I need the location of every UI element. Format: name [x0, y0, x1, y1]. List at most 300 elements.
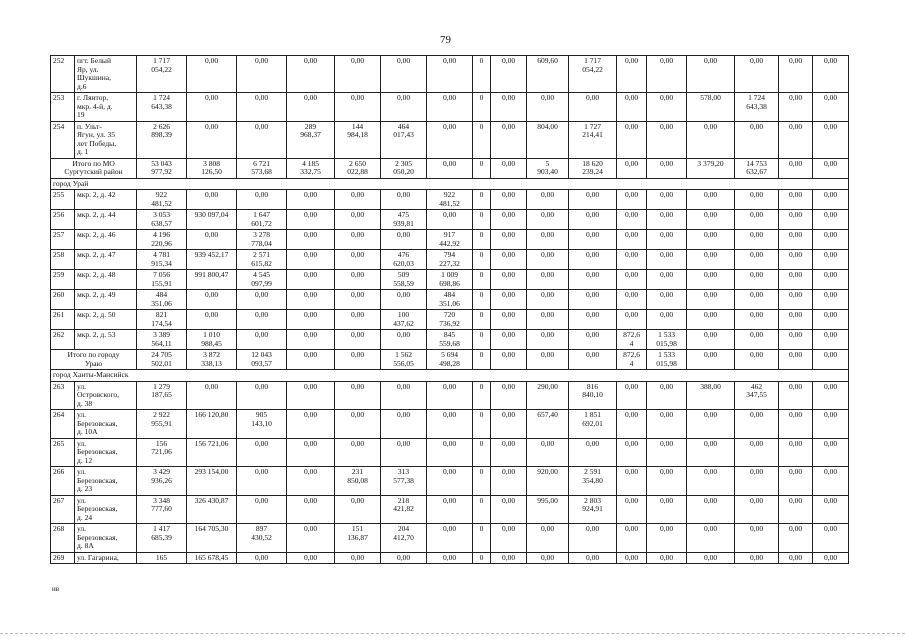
table-cell: 0,00: [491, 410, 527, 439]
table-cell: 0,00: [617, 410, 647, 439]
table-row: [51, 524, 849, 553]
table-cell: 0,00: [427, 524, 473, 553]
table-row: [51, 190, 849, 210]
row-number: 266: [51, 467, 75, 496]
row-number: 256: [51, 210, 75, 230]
table-cell: 1 279 187,65: [137, 381, 187, 410]
table-cell: 0,00: [569, 230, 617, 250]
table-cell: 657,40: [527, 410, 569, 439]
table-cell: 0,00: [569, 438, 617, 467]
table-cell: 0,00: [237, 330, 287, 350]
table-cell: 0,00: [381, 230, 427, 250]
table-cell: 0,00: [287, 93, 335, 122]
table-cell: 1 417 685,39: [137, 524, 187, 553]
table-cell: 1 727 214,41: [569, 121, 617, 158]
table-cell: 0,00: [527, 190, 569, 210]
table-cell: 0,00: [647, 210, 687, 230]
table-cell: 0,00: [617, 270, 647, 290]
table-cell: 0,00: [381, 410, 427, 439]
table-cell: 0: [473, 290, 491, 310]
table-cell: 0,00: [237, 56, 287, 93]
table-cell: 794 227,32: [427, 250, 473, 270]
table-cell: 0,00: [617, 121, 647, 158]
table-cell: 922 481,52: [427, 190, 473, 210]
row-address: мкр. 2, д. 49: [75, 290, 137, 310]
table-cell: 53 043 977,92: [137, 158, 187, 178]
table-cell: 0,00: [687, 190, 735, 210]
table-cell: 0,00: [569, 190, 617, 210]
table-cell: 0,00: [779, 190, 813, 210]
table-cell: 0,00: [381, 190, 427, 210]
table-cell: 0,00: [527, 230, 569, 250]
table-cell: 476 620,03: [381, 250, 427, 270]
table-cell: 0,00: [287, 290, 335, 310]
table-cell: 0,00: [687, 290, 735, 310]
table-cell: 0,00: [687, 250, 735, 270]
table-cell: 0,00: [813, 350, 849, 370]
table-cell: 0,00: [779, 290, 813, 310]
table-cell: 1 533 015,98: [647, 350, 687, 370]
table-cell: 0,00: [779, 158, 813, 178]
table-cell: 0,00: [335, 210, 381, 230]
table-row: [51, 250, 849, 270]
row-address: ул. Островского, д. 38: [75, 381, 137, 410]
table-cell: 0,00: [813, 438, 849, 467]
table-cell: 156 721,06: [137, 438, 187, 467]
table-cell: 0: [473, 350, 491, 370]
table-cell: 0,00: [813, 230, 849, 250]
scan-edge-divider: [0, 633, 905, 634]
table-cell: 0,00: [427, 381, 473, 410]
table-cell: 14 753 632,67: [735, 158, 779, 178]
table-cell: 1 724 643,38: [735, 93, 779, 122]
table-cell: 1 717 054,22: [137, 56, 187, 93]
table-cell: 2 650 022,88: [335, 158, 381, 178]
table-cell: 462 347,55: [735, 381, 779, 410]
table-cell: 484 351,06: [137, 290, 187, 310]
table-cell: 0,00: [335, 190, 381, 210]
table-cell: 0,00: [381, 438, 427, 467]
table-cell: 2 922 955,91: [137, 410, 187, 439]
table-cell: 0,00: [427, 438, 473, 467]
table-cell: 0,00: [427, 56, 473, 93]
table-cell: 0,00: [427, 552, 473, 564]
table-cell: 0,00: [813, 410, 849, 439]
table-cell: 0,00: [647, 93, 687, 122]
row-number: 269: [51, 552, 75, 564]
table-cell: 0: [473, 467, 491, 496]
table-row: [51, 495, 849, 524]
table-cell: 0,00: [287, 495, 335, 524]
table-cell: 0: [473, 230, 491, 250]
table-cell: 0,00: [381, 290, 427, 310]
table-cell: 0,00: [427, 121, 473, 158]
table-cell: 0,00: [491, 190, 527, 210]
table-cell: 3 348 777,60: [137, 495, 187, 524]
table-cell: 1 647 601,72: [237, 210, 287, 230]
table-cell: 313 577,38: [381, 467, 427, 496]
table-cell: 0,00: [617, 230, 647, 250]
table-cell: 0,00: [569, 350, 617, 370]
table-cell: 0,00: [237, 381, 287, 410]
table-body: [51, 56, 849, 564]
table-row: [51, 270, 849, 290]
table-cell: 0,00: [779, 250, 813, 270]
table-cell: 0,00: [187, 381, 237, 410]
subtotal-row: [51, 158, 849, 178]
table-cell: 3 872 338,13: [187, 350, 237, 370]
table-cell: 0,00: [237, 495, 287, 524]
table-cell: 0,00: [617, 552, 647, 564]
table-cell: 0,00: [687, 467, 735, 496]
table-cell: 388,00: [687, 381, 735, 410]
table-cell: 0,00: [491, 495, 527, 524]
table-cell: 0,00: [287, 410, 335, 439]
table-cell: 0,00: [617, 438, 647, 467]
table-cell: 0,00: [237, 438, 287, 467]
row-address: мкр. 2, д. 42: [75, 190, 137, 210]
table-cell: 0,00: [779, 121, 813, 158]
table-cell: 12 043 093,57: [237, 350, 287, 370]
table-cell: 0,00: [491, 290, 527, 310]
row-number: 255: [51, 190, 75, 210]
table-cell: 0,00: [527, 250, 569, 270]
table-cell: 0,00: [187, 290, 237, 310]
row-address: ул. Березовская, д. 24: [75, 495, 137, 524]
table-cell: 0,00: [813, 310, 849, 330]
table-cell: 0,00: [187, 230, 237, 250]
table-cell: 0: [473, 121, 491, 158]
table-cell: 0,00: [813, 330, 849, 350]
table-cell: 0: [473, 495, 491, 524]
table-cell: 0,00: [647, 381, 687, 410]
table-cell: 0,00: [287, 350, 335, 370]
table-cell: 0,00: [735, 410, 779, 439]
table-cell: 164 705,30: [187, 524, 237, 553]
table-cell: 845 559,68: [427, 330, 473, 350]
table-cell: 0,00: [527, 270, 569, 290]
table-cell: 0,00: [735, 270, 779, 290]
table-cell: 0,00: [335, 270, 381, 290]
table-cell: 0,00: [237, 310, 287, 330]
table-cell: 0,00: [647, 290, 687, 310]
table-cell: 0,00: [335, 230, 381, 250]
table-cell: 1 010 988,45: [187, 330, 237, 350]
table-cell: 156 721,06: [187, 438, 237, 467]
table-cell: 0,00: [335, 93, 381, 122]
table-cell: 0,00: [527, 330, 569, 350]
table-cell: 0,00: [687, 270, 735, 290]
table-cell: 0,00: [779, 524, 813, 553]
table-cell: 0,00: [687, 56, 735, 93]
table-cell: 0,00: [187, 190, 237, 210]
table-cell: 1 562 556,05: [381, 350, 427, 370]
table-cell: 0,00: [813, 250, 849, 270]
table-cell: 0: [473, 158, 491, 178]
row-address: мкр. 2, д. 53: [75, 330, 137, 350]
table-cell: 0,00: [779, 350, 813, 370]
table-cell: 0,00: [427, 495, 473, 524]
table-cell: 905 143,10: [237, 410, 287, 439]
table-row: [51, 438, 849, 467]
table-cell: 0,00: [617, 190, 647, 210]
table-cell: 1 851 692,01: [569, 410, 617, 439]
table-cell: 0,00: [647, 438, 687, 467]
table-cell: 991 800,47: [187, 270, 237, 290]
table-cell: 0,00: [813, 524, 849, 553]
table-cell: 0,00: [779, 270, 813, 290]
table-cell: 0,00: [381, 330, 427, 350]
table-cell: 0,00: [647, 158, 687, 178]
table-cell: 484 351,06: [427, 290, 473, 310]
table-cell: 0,00: [735, 495, 779, 524]
table-cell: 0,00: [687, 121, 735, 158]
table-cell: 289 968,37: [287, 121, 335, 158]
table-cell: 0,00: [527, 310, 569, 330]
table-cell: 0,00: [427, 410, 473, 439]
row-address: ул. Березовская, д. 23: [75, 467, 137, 496]
table-cell: 0,00: [779, 230, 813, 250]
table-cell: 0,00: [491, 381, 527, 410]
table-row: [51, 290, 849, 310]
table-cell: 475 939,81: [381, 210, 427, 230]
table-cell: 0,00: [647, 56, 687, 93]
table-cell: 0,00: [287, 56, 335, 93]
table-cell: 0,00: [335, 330, 381, 350]
table-cell: 0,00: [647, 524, 687, 553]
table-cell: 0,00: [687, 495, 735, 524]
table-cell: 1 717 054,22: [569, 56, 617, 93]
row-number: 263: [51, 381, 75, 410]
subtotal-label: Итого по МО Сургутский район: [51, 158, 137, 178]
table-cell: 0,00: [687, 230, 735, 250]
table-cell: 0,00: [569, 330, 617, 350]
table-cell: 0,00: [287, 467, 335, 496]
table-cell: 0,00: [335, 56, 381, 93]
table-cell: 0,00: [287, 250, 335, 270]
table-cell: 0,00: [187, 310, 237, 330]
table-cell: 0,00: [735, 230, 779, 250]
table-cell: 0,00: [491, 330, 527, 350]
table-cell: 0,00: [735, 438, 779, 467]
table-cell: 0,00: [287, 524, 335, 553]
row-number: 268: [51, 524, 75, 553]
table-cell: 0,00: [813, 467, 849, 496]
table-cell: 0,00: [187, 56, 237, 93]
table-cell: 4 545 097,99: [237, 270, 287, 290]
table-cell: 4 185 332,75: [287, 158, 335, 178]
table-cell: 0,00: [735, 190, 779, 210]
table-cell: 0,00: [491, 230, 527, 250]
footer-mark: нв: [52, 585, 60, 593]
row-address: мкр. 2, д. 48: [75, 270, 137, 290]
table-cell: 0,00: [617, 158, 647, 178]
table-cell: 0,00: [687, 438, 735, 467]
table-cell: 0,00: [617, 250, 647, 270]
row-number: 265: [51, 438, 75, 467]
table-cell: 0,00: [813, 121, 849, 158]
table-cell: 0,00: [491, 310, 527, 330]
row-number: 264: [51, 410, 75, 439]
table-cell: 930 097,04: [187, 210, 237, 230]
table-row: [51, 410, 849, 439]
table-cell: 920,00: [527, 467, 569, 496]
table-cell: 0,00: [427, 93, 473, 122]
table-cell: 578,00: [687, 93, 735, 122]
row-address: мкр. 2, д. 47: [75, 250, 137, 270]
row-address: мкр. 2, д. 50: [75, 310, 137, 330]
row-address: ул. Березовская, д. 8А: [75, 524, 137, 553]
table-cell: 0,00: [335, 552, 381, 564]
table-cell: 0,00: [735, 56, 779, 93]
table-cell: 24 705 502,01: [137, 350, 187, 370]
table-cell: 0,00: [287, 210, 335, 230]
table-cell: 0,00: [617, 495, 647, 524]
table-cell: 0,00: [647, 410, 687, 439]
row-number: 261: [51, 310, 75, 330]
table-cell: 0,00: [287, 270, 335, 290]
table-cell: 0,00: [381, 93, 427, 122]
table-cell: 0,00: [569, 524, 617, 553]
table-cell: 0,00: [779, 438, 813, 467]
table-cell: 0,00: [381, 552, 427, 564]
table-cell: 0,00: [779, 56, 813, 93]
table-cell: 100 437,62: [381, 310, 427, 330]
table-cell: 0,00: [335, 290, 381, 310]
table-cell: 0,00: [569, 93, 617, 122]
table-cell: 939 452,17: [187, 250, 237, 270]
table-cell: 18 620 239,24: [569, 158, 617, 178]
table-row: [51, 310, 849, 330]
table-cell: 0,00: [491, 350, 527, 370]
city-section-row: [51, 370, 849, 382]
table-cell: 0,00: [779, 330, 813, 350]
row-address: пгт. Белый Яр, ул. Шукшина, д.6: [75, 56, 137, 93]
table-cell: 3 429 936,26: [137, 467, 187, 496]
table-cell: 0,00: [237, 467, 287, 496]
page-number: 79: [440, 34, 451, 46]
table-cell: 0,00: [287, 552, 335, 564]
table-cell: 0,00: [527, 93, 569, 122]
table-cell: 0,00: [335, 495, 381, 524]
table-cell: 0: [473, 552, 491, 564]
table-cell: 0,00: [617, 310, 647, 330]
table-row: [51, 210, 849, 230]
table-cell: 0: [473, 381, 491, 410]
row-number: 257: [51, 230, 75, 250]
table-cell: 0: [473, 93, 491, 122]
table-cell: 1 533 015,98: [647, 330, 687, 350]
table-cell: 0,00: [813, 290, 849, 310]
table-cell: 0,00: [287, 230, 335, 250]
table-cell: 0,00: [647, 552, 687, 564]
table-cell: 0: [473, 524, 491, 553]
row-number: 254: [51, 121, 75, 158]
table-cell: 5 903,40: [527, 158, 569, 178]
row-address: ул. Гагарина,: [75, 552, 137, 564]
table-cell: 0,00: [427, 210, 473, 230]
table-row: [51, 56, 849, 93]
table-cell: 0: [473, 270, 491, 290]
table-cell: 0,00: [491, 158, 527, 178]
city-section-label: город Урай: [51, 178, 849, 190]
subtotal-label: Итого по городу Ураю: [51, 350, 137, 370]
table-cell: 0,00: [687, 310, 735, 330]
table-cell: 0,00: [779, 410, 813, 439]
table-cell: 1 724 643,38: [137, 93, 187, 122]
table-cell: 144 984,18: [335, 121, 381, 158]
table-cell: 0,00: [335, 250, 381, 270]
table-cell: 0,00: [735, 552, 779, 564]
table-row: [51, 230, 849, 250]
row-address: п. Ульт- Ягун, ул. 35 лет Победы, д. 1: [75, 121, 137, 158]
table-cell: 0,00: [187, 93, 237, 122]
table-cell: 0,00: [813, 210, 849, 230]
table-cell: 0,00: [617, 467, 647, 496]
table-cell: 0,00: [813, 190, 849, 210]
table-row: [51, 381, 849, 410]
table-cell: 0,00: [617, 93, 647, 122]
table-cell: 0,00: [735, 350, 779, 370]
table-cell: 0,00: [687, 410, 735, 439]
table-cell: 0,00: [617, 381, 647, 410]
table-cell: 0,00: [237, 552, 287, 564]
table-cell: 0,00: [647, 270, 687, 290]
table-cell: 4 781 915,34: [137, 250, 187, 270]
table-cell: 0,00: [779, 495, 813, 524]
row-address: мкр. 2, д. 46: [75, 230, 137, 250]
table-cell: 151 136,87: [335, 524, 381, 553]
table-row: [51, 552, 849, 564]
table-cell: 166 120,80: [187, 410, 237, 439]
table-cell: 0,00: [617, 290, 647, 310]
table-cell: 3 379,20: [687, 158, 735, 178]
table-cell: 509 558,59: [381, 270, 427, 290]
table-cell: 218 421,82: [381, 495, 427, 524]
table-cell: 0: [473, 330, 491, 350]
table-cell: 0,00: [647, 467, 687, 496]
table-cell: 872,6 4: [617, 350, 647, 370]
table-cell: 0: [473, 190, 491, 210]
table-cell: 0,00: [617, 524, 647, 553]
table-cell: 0,00: [237, 121, 287, 158]
table-row: [51, 121, 849, 158]
table-cell: 0,00: [813, 56, 849, 93]
table-cell: 0,00: [687, 524, 735, 553]
table-cell: 3 278 778,04: [237, 230, 287, 250]
table-cell: 0,00: [491, 270, 527, 290]
table-cell: 0: [473, 56, 491, 93]
table-cell: 0,00: [491, 56, 527, 93]
row-number: 258: [51, 250, 75, 270]
table-cell: 0,00: [491, 93, 527, 122]
row-address: г. Лянтор, мкр. 4-й, д. 19: [75, 93, 137, 122]
city-section-label: город Ханты-Мансийск: [51, 370, 849, 382]
row-number: 259: [51, 270, 75, 290]
table-cell: 0,00: [527, 290, 569, 310]
table-cell: 0,00: [491, 438, 527, 467]
table-cell: 2 626 898,39: [137, 121, 187, 158]
table-cell: 0,00: [735, 467, 779, 496]
row-address: ул. Березовская, д. 10А: [75, 410, 137, 439]
table-cell: 5 694 498,28: [427, 350, 473, 370]
table-cell: 0,00: [335, 350, 381, 370]
table-cell: 0,00: [335, 410, 381, 439]
row-address: ул. Березовская, д. 12: [75, 438, 137, 467]
table-cell: 326 430,87: [187, 495, 237, 524]
table-cell: 0,00: [647, 495, 687, 524]
table-cell: 0,00: [287, 438, 335, 467]
